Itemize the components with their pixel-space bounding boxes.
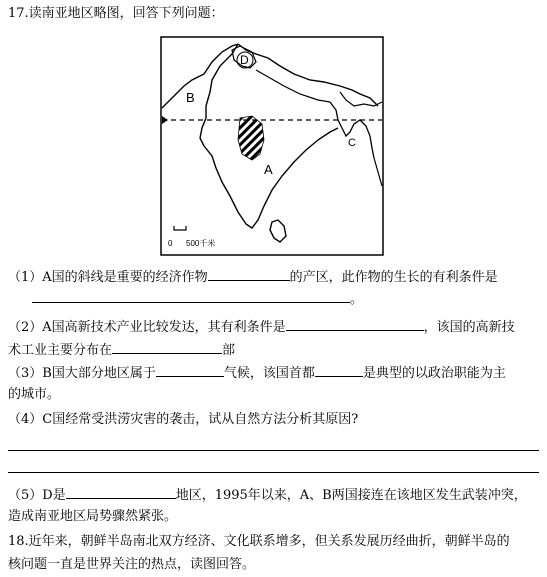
scale-zero: 0 — [168, 239, 173, 248]
sub-question-1-line1 — [8, 268, 498, 286]
label-c: C — [348, 137, 356, 149]
sub5-part1: （5）D是 — [8, 488, 66, 503]
hatched-crop-area — [238, 116, 264, 160]
sub2-part4: 部 — [222, 343, 236, 358]
sub3-part2: 气候，该国首都 — [223, 366, 315, 381]
sub-question-2-line2 — [8, 341, 235, 359]
sub5-blank-region[interactable] — [66, 486, 176, 499]
question-18-line1: 18.近年来，朝鲜半岛南北双方经济、文化联系增多，但关系发展历经曲折，朝鲜半岛的 — [8, 534, 510, 549]
sub3-blank-capital[interactable] — [315, 364, 363, 377]
question-18-line2: 核问题一直是世界关注的热点，读图回答。 — [8, 557, 256, 572]
sub3-part3: 是典型的以政治职能为主 — [362, 366, 506, 381]
sub2-blank-conditions[interactable] — [286, 318, 424, 331]
sub1-end: 。 — [350, 292, 364, 307]
sub1-part1: （1）A国的斜线是重要的经济作物 — [8, 270, 208, 285]
scale-text: 500千米 — [186, 239, 216, 248]
sub2-part3: 术工业主要分布在 — [8, 343, 113, 358]
sub2-part2: ，该国的高新技 — [423, 320, 515, 335]
sub1-part2: 的产区，此作物的生长的有利条件是 — [289, 270, 498, 285]
sub5-part2: 地区，1995年以来，A、B两国接连在该地区发生武装冲突， — [175, 488, 527, 503]
sub3-part1: （3）B国大部分地区属于 — [8, 366, 156, 381]
sub2-blank-location[interactable] — [112, 341, 222, 354]
sub4-answer-line-2[interactable] — [8, 472, 539, 473]
label-b: B — [186, 90, 195, 105]
sub-question-2-line1 — [8, 318, 515, 336]
sub-question-3-line2: 的城市。 — [8, 387, 61, 402]
sub1-blank-conditions[interactable] — [32, 290, 350, 303]
south-asia-map — [160, 36, 384, 256]
question-17-title: 17.读南亚地区略图，回答下列问题： — [8, 6, 224, 21]
label-d: D — [240, 53, 249, 67]
sub-question-5-line2: 造成南亚地区局势骤然紧张。 — [8, 509, 178, 524]
sub4-answer-line-1[interactable] — [8, 450, 539, 451]
sub-question-4: （4）C国经常受洪涝灾害的袭击，试从自然方法分析其原因? — [8, 412, 359, 427]
sub1-blank-crop[interactable] — [208, 268, 290, 281]
sub2-part1: （2）A国高新技术产业比较发达，其有利条件是 — [8, 320, 286, 335]
sub-question-3-line1 — [8, 364, 506, 382]
sub-question-5-line1 — [8, 486, 527, 504]
label-a: A — [264, 162, 273, 177]
map-svg — [160, 36, 384, 256]
sub-question-1-line2 — [32, 290, 363, 308]
sub3-blank-climate[interactable] — [156, 364, 224, 377]
